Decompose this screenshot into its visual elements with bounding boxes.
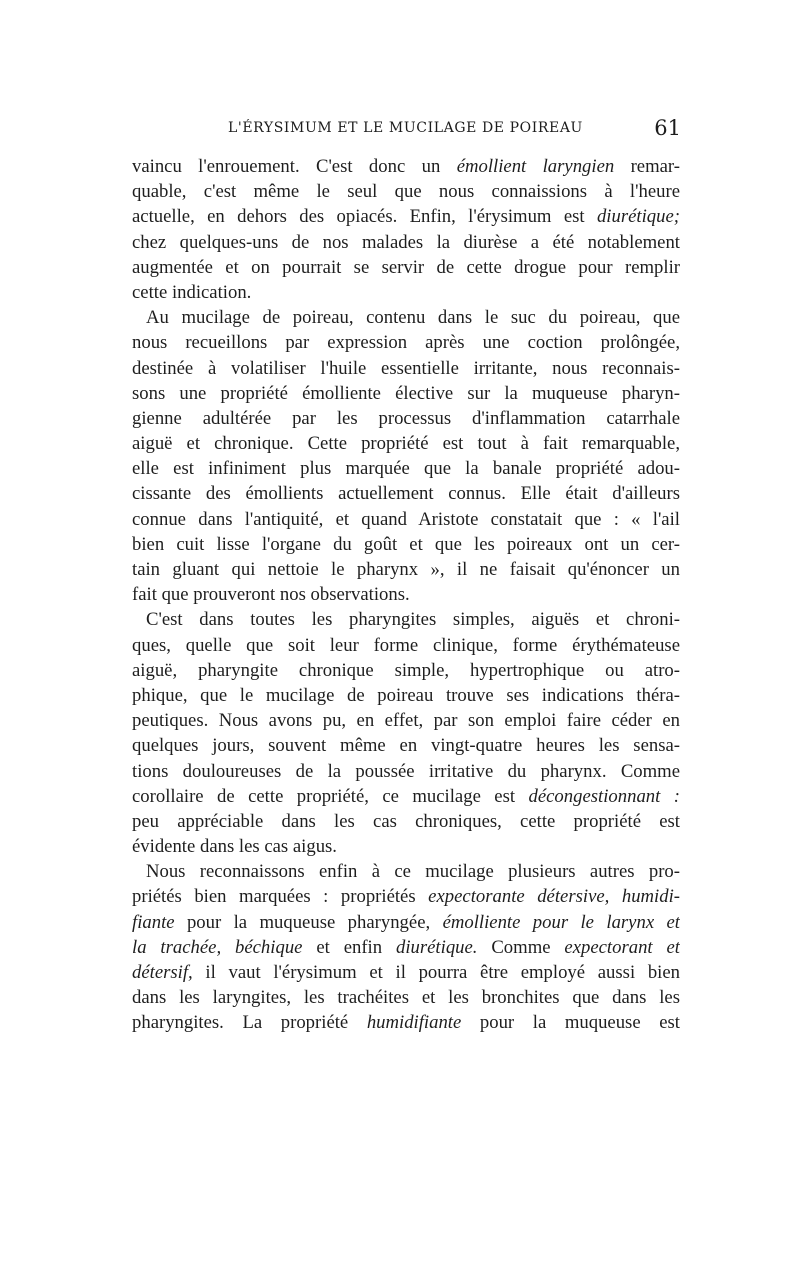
text-line (132, 230, 680, 255)
text-line (132, 1010, 680, 1035)
text-run: fait que prouveront nos observations. (132, 584, 410, 606)
text-line (132, 431, 680, 456)
text-run: nous recueillons par expression après une coction prolôngée, (132, 332, 680, 354)
text-line (132, 607, 680, 632)
text-run: et enfin (302, 936, 396, 958)
text-line (132, 356, 680, 381)
text-line (132, 481, 680, 506)
paragraph (132, 154, 680, 305)
italic-run: détersif, (132, 962, 193, 983)
text-line (132, 507, 680, 532)
text-line (132, 759, 680, 784)
text-line (132, 255, 680, 280)
text-line (132, 305, 680, 330)
text-line (132, 859, 680, 884)
text-line (132, 557, 680, 582)
text-run: aiguë et chronique. Cette propriété est tout à fait remarquable, (132, 433, 680, 455)
text-line (132, 884, 680, 909)
text-line (132, 935, 680, 960)
text-run: elle est infiniment plus marquée que la banale propriété adou- (132, 458, 680, 480)
text-run: ques, quelle que soit leur forme clinique, forme érythémateuse (132, 634, 680, 656)
text-run: il vaut l'érysimum et il pourra être employé aussi bien (192, 962, 680, 983)
italic-run: humidifiante (366, 1012, 462, 1034)
text-run: quable, c'est même le seul que nous connaissions à l'heure (132, 181, 680, 203)
text-run: pour la muqueuse est (461, 1012, 680, 1034)
paragraph (132, 859, 680, 1035)
text-line (132, 456, 680, 481)
text-run: bien cuit lisse l'organe du goût et que les poireaux ont un cer- (132, 533, 680, 555)
italic-run: diurétique. (395, 936, 478, 958)
text-line (132, 733, 680, 758)
text-line (132, 381, 680, 406)
text-run: Comme (477, 936, 565, 958)
text-run: dans les laryngites, les trachéites et les bronchites que dans les (132, 987, 680, 1009)
text-run: quelques jours, souvent même en vingt-quatre heures les sensa- (132, 735, 680, 757)
text-line (132, 658, 680, 683)
text-run: C'est dans toutes les pharyngites simples, aiguës et chroni- (146, 609, 680, 631)
text-line (132, 708, 680, 733)
text-run: cette indication. (132, 281, 252, 303)
text-run: pharyngites. La propriété (132, 1012, 367, 1034)
text-run: peutiques. Nous avons pu, en effet, par son emploi faire céder en (132, 710, 680, 732)
text-line (132, 179, 680, 204)
text-run: connue dans l'antiquité, et quand Aristote constatait que : « l'ail (132, 508, 680, 530)
text-run: phique, que le mucilage de poireau trouve ses indications théra- (132, 684, 680, 706)
italic-run: la trachée, béchique (132, 936, 303, 958)
text-line (132, 960, 680, 985)
text-line (132, 985, 680, 1010)
text-run: Au mucilage de poireau, contenu dans le suc du poireau, que (146, 307, 680, 329)
text-run: Nous reconnaissons enfin à ce mucilage plusieurs autres pro- (146, 861, 680, 883)
running-head (131, 116, 681, 144)
italic-run: expectorant et (564, 936, 680, 958)
italic-run: émollient laryngien (456, 156, 615, 177)
text-run: aiguë, pharyngite chronique simple, hypertrophique ou atro- (132, 659, 680, 681)
text-run: tain gluant qui nettoie le pharynx », il ne faisait qu'énoncer un (132, 559, 680, 580)
text-run: remar- (614, 156, 680, 177)
text-line (132, 910, 680, 935)
text-run: chez quelques-uns de nos malades la diurèse a été notablement (132, 231, 680, 253)
text-run: priétés bien marquées : propriétés (132, 886, 429, 908)
text-line (132, 683, 680, 708)
running-title: L'ÉRYSIMUM ET LE MUCILAGE DE POIREAU (228, 120, 583, 136)
text-run: destinée à volatiliser l'huile essentielle irritante, nous reconnais- (132, 357, 680, 379)
text-run: augmentée et on pourrait se servir de cette drogue pour remplir (132, 256, 680, 278)
text-run: corollaire de cette propriété, ce mucilage est (132, 785, 529, 807)
text-run: actuelle, en dehors des opiacés. Enfin, l'érysimum est (132, 206, 597, 228)
body-text (132, 154, 680, 1036)
text-run: pour la muqueuse pharyngée, (174, 911, 443, 933)
italic-run: diurétique; (596, 206, 680, 228)
text-line (132, 809, 680, 834)
text-run: peu appréciable dans les cas chroniques, cette propriété est (132, 810, 680, 832)
text-line (132, 532, 680, 557)
italic-run: fiante (132, 911, 175, 933)
text-line (132, 280, 680, 305)
italic-run: expectorante détersive, humidi- (428, 886, 680, 908)
text-line (132, 330, 680, 355)
text-run: cissante des émollients actuellement connus. Elle était d'ailleurs (132, 483, 680, 505)
text-run: vaincu l'enrouement. C'est donc un (132, 156, 457, 177)
italic-run: décongestionnant : (528, 785, 680, 807)
italic-run: émolliente pour le larynx et (442, 911, 680, 933)
text-run: sons une propriété émolliente élective sur la muqueuse pharyn- (132, 382, 680, 404)
text-line (132, 204, 680, 229)
paragraph (132, 607, 680, 859)
text-line (132, 633, 680, 658)
paragraph (132, 305, 680, 607)
text-run: gienne adultérée par les processus d'inflammation catarrhale (132, 407, 680, 429)
text-line (132, 154, 680, 179)
text-run: évidente dans les cas aigus. (132, 836, 337, 858)
text-line (132, 406, 680, 431)
page-number: 61 (654, 116, 681, 140)
text-line (132, 582, 680, 607)
text-line (132, 784, 680, 809)
text-run: tions douloureuses de la poussée irritative du pharynx. Comme (132, 760, 680, 782)
text-line (132, 834, 680, 859)
